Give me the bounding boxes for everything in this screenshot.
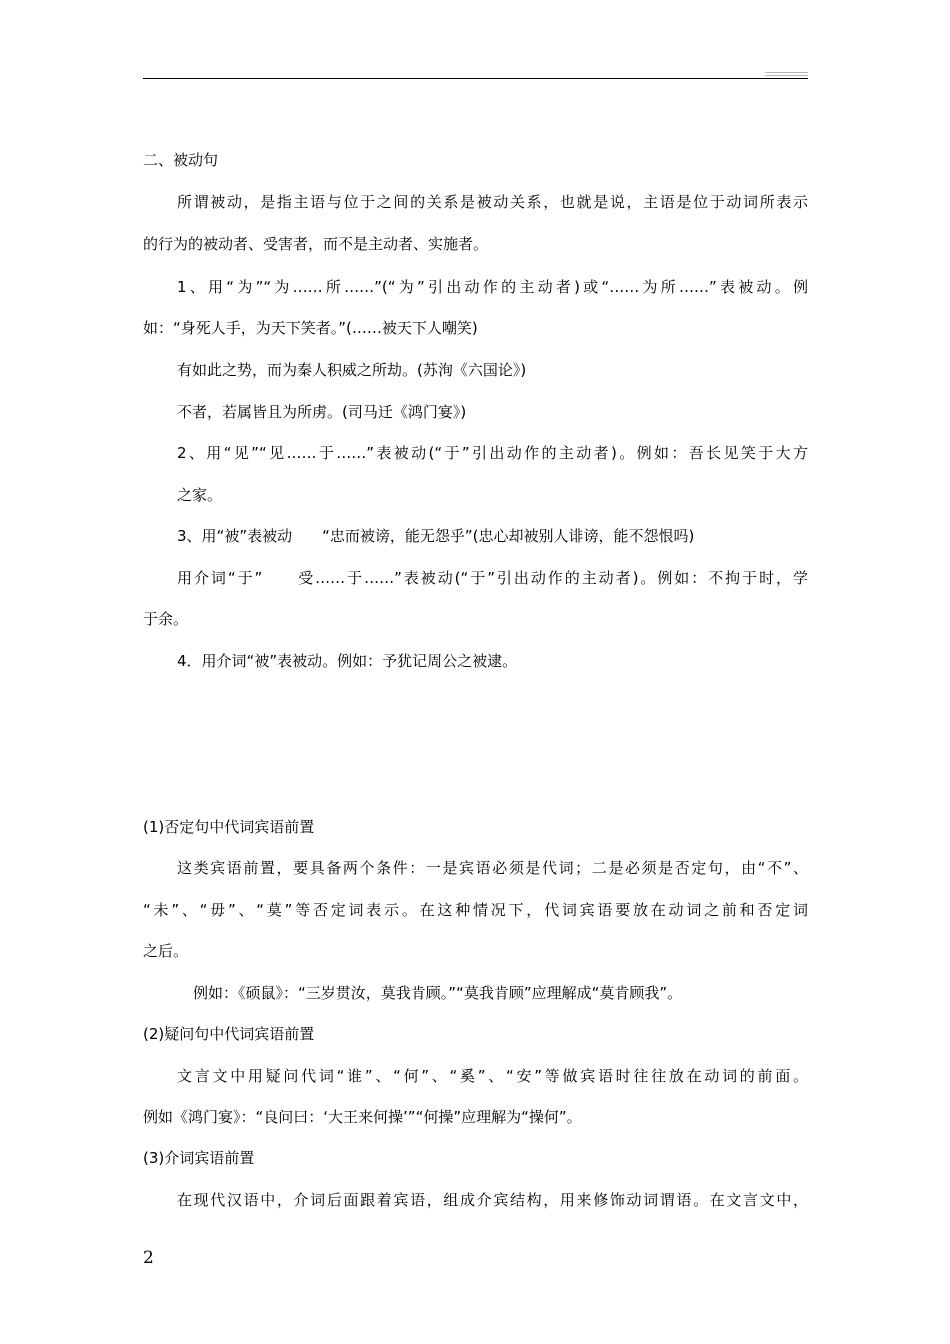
- example-line: 例如：《硕鼠》：“三岁贯汝，莫我肯顾。”“莫我肯顾”应理解成“莫肯顾我”。: [193, 984, 683, 1002]
- list-item-2: 2、用“见”“见……于……”表被动(“于”引出动作的主动者)。例如：吾长见笑于大方: [177, 444, 808, 462]
- header-mark: [765, 72, 808, 73]
- header-rule: [143, 78, 808, 79]
- subsection-title: (1)否定句中代词宾语前置: [143, 818, 315, 836]
- list-item-3: 3、用“被”表被动 “忠而被谤，能无怨乎”(忠心却被别人诽谤，能不怨恨吗): [177, 527, 695, 545]
- paragraph-line: 所谓被动，是指主语与位于之间的关系是被动关系，也就是说，主语是位于动词所表示: [177, 193, 808, 211]
- paragraph-line: 于余。: [143, 610, 189, 628]
- paragraph-line: 之家。: [177, 486, 223, 504]
- paragraph-line: “未”、“毋”、“莫”等否定词表示。在这种情况下，代词宾语要放在动词之前和否定词: [143, 901, 808, 919]
- paragraph-line: 这类宾语前置，要具备两个条件：一是宾语必须是代词；二是必须是否定句，由“不”、: [177, 859, 808, 877]
- paragraph-line: 之后。: [143, 942, 189, 960]
- subsection-title: (2)疑问句中代词宾语前置: [143, 1025, 315, 1043]
- list-item-4: 4．用介词“被”表被动。例如：予犹记周公之被逮。: [177, 652, 518, 670]
- list-item-1: 1、用“为”“为……所……”(“为”引出动作的主动者)或“……为所……”表被动。例: [177, 278, 808, 296]
- paragraph-line: 的行为的被动者、受害者，而不是主动者、实施者。: [143, 235, 489, 253]
- paragraph-line: 在现代汉语中，介词后面跟着宾语，组成介宾结构，用来修饰动词谓语。在文言文中，: [177, 1191, 808, 1209]
- paragraph-line: 如：“身死人手，为天下笑者。”(……被天下人嘲笑): [143, 319, 478, 337]
- example-line: 不者，若属皆且为所虏。(司马迁《鸿门宴》): [177, 403, 467, 421]
- paragraph-line: 文言文中用疑问代词“谁”、“何”、“奚”、“安”等做宾语时往往放在动词的前面。: [177, 1067, 808, 1085]
- header-mark: [765, 75, 808, 76]
- example-line: 有如此之势，而为秦人积威之所劫。(苏洵《六国论》): [177, 361, 527, 379]
- section-title-passive: 二、被动句: [143, 151, 219, 169]
- paragraph-line: 例如《鸿门宴》：“良问曰：‘大王来何操’”“何操”应理解为“操何”。: [143, 1108, 582, 1126]
- subsection-title: (3)介词宾语前置: [143, 1149, 255, 1167]
- paragraph-line: 用介词“于” 受……于……”表被动(“于”引出动作的主动者)。例如：不拘于时，学: [177, 569, 808, 587]
- page-number: 2: [143, 1248, 154, 1268]
